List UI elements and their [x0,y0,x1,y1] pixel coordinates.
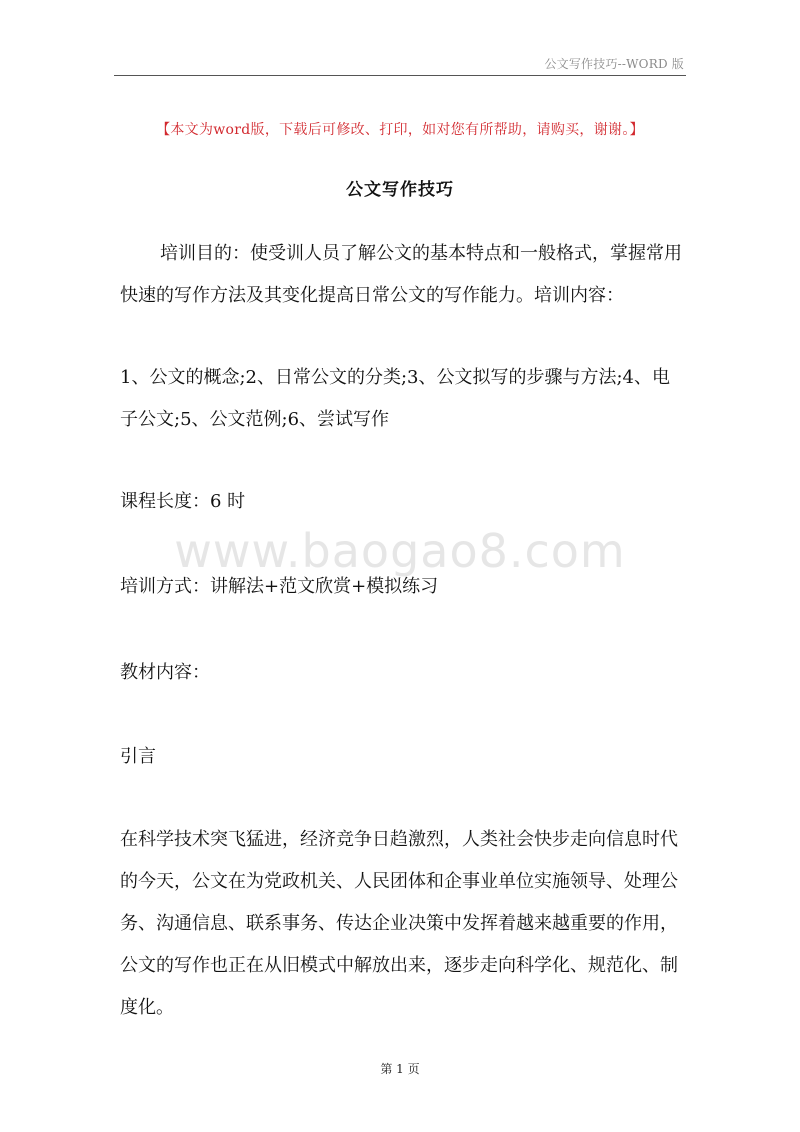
document-title: 公文写作技巧 [346,180,454,200]
watermark-text: www.baogao8.com [174,524,626,578]
paragraph-training-contents: 1、公文的概念;2、日常公文的分类;3、公文拟写的步骤与方法;4、电子公文;5、公文范例;6、尝试写作 [120,367,670,430]
paragraph-training-method: 培训方式：讲解法+范文欣赏+模拟练习 [120,576,439,597]
paragraph-training-purpose: 培训目的：使受训人员了解公文的基本特点和一般格式，掌握常用快速的写作方法及其变化提高日常公文的写作能力。培训内容： [120,243,682,306]
paragraph-introduction-heading: 引言 [120,746,156,767]
page-number: 第 1 页 [380,1062,420,1076]
download-notice: 【本文为word版，下载后可修改、打印，如对您有所帮助，请购买，谢谢。】 [156,122,644,138]
paragraph-material-heading: 教材内容： [120,662,210,683]
running-header-title: 公文写作技巧--WORD 版 [544,57,684,71]
paragraph-course-length: 课程长度：6 时 [120,491,246,512]
header-divider [114,75,686,76]
paragraph-introduction-body: 在科学技术突飞猛进，经济竞争日趋激烈，人类社会快步走向信息时代的今天，公文在为党政机关、人民团体和企事业单位实施领导、处理公务、沟通信息、联系事务、传达企业决策中发挥着越来越重要的作用，公文的写作也正在从旧模式中解放出来，逐步走向科学化、规范化、制度化。 [120,829,678,1018]
